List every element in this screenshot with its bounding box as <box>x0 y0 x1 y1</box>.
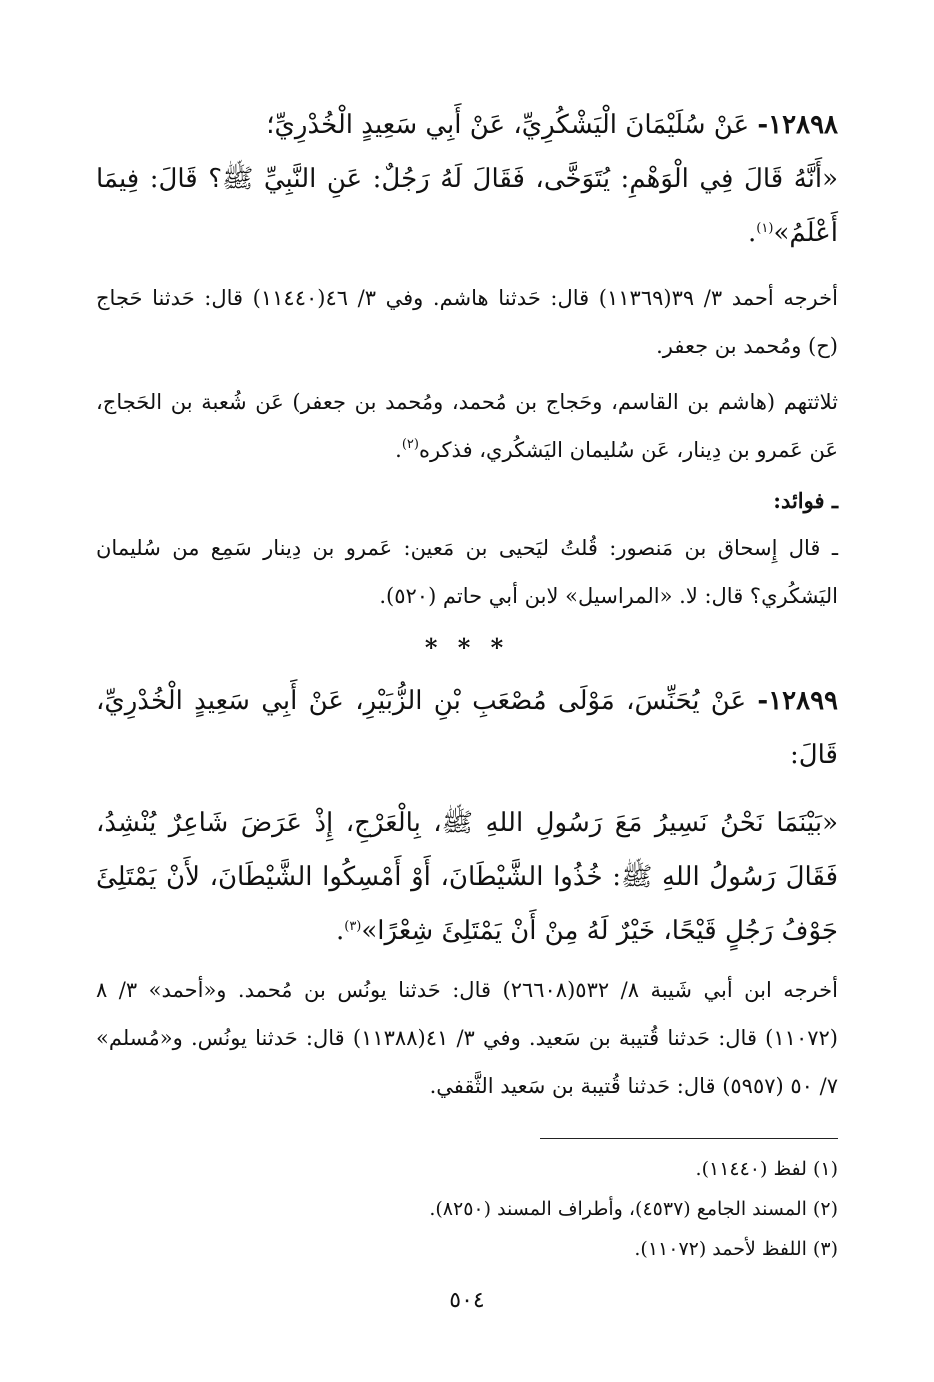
hadith-1-takhrij-2 <box>96 378 838 474</box>
footnote-2: (٢) المسند الجامع (٤٥٣٧)، وأطراف المسند (٨٢٥٠). <box>429 1198 838 1220</box>
hadith-2-text-end: . <box>335 916 345 946</box>
hadith-2-chain: عَنْ يُحَنِّسَ، مَوْلَى مُصْعَبِ بْنِ الزُّبَيْرِ، عَنْ أَبِي سَعِيدٍ الْخُدْرِيِّ، قَالَ: <box>96 686 838 770</box>
footnote-1: (١) لفظ (١١٤٤٠). <box>695 1158 838 1180</box>
hadith-1-chain: عَنْ سُلَيْمَانَ الْيَشْكُرِيِّ، عَنْ أَبِي سَعِيدٍ الْخُدْرِيِّ؛ <box>266 110 750 140</box>
hadith-2-number: ١٢٨٩٩- <box>757 686 839 716</box>
hadith-2-text <box>96 796 838 958</box>
footnote-ref-3[interactable]: (٣) <box>344 919 362 934</box>
hadith-1-text <box>96 152 838 260</box>
footnote-3: (٣) اللفظ لأحمد (١١٠٧٢). <box>634 1238 838 1260</box>
hadith-2-heading <box>96 674 838 782</box>
footnotes <box>96 1149 838 1269</box>
footnote-ref-2[interactable]: (٢) <box>401 437 419 452</box>
hadith-1-number: ١٢٨٩٨- <box>757 110 838 140</box>
benefits-title: ـ فوائد: <box>773 488 838 513</box>
hadith-1-takhrij-1: أخرجه أحمد ٣/ ٣٩(١١٣٦٩) قال: حَدثنا هاشم. وفي ٣/ ٤٦(١١٤٤٠) قال: حَدثنا حَجاج (ح) ومُحمد بن جعفر. <box>96 286 838 358</box>
hadith-2-matn: «بَيْنَمَا نَحْنُ نَسِيرُ مَعَ رَسُولِ اللهِ ﷺ، بِالْعَرْجِ، إِذْ عَرَضَ شَاعِرٌ يُنْشِدُ، فَقَالَ رَسُولُ اللهِ ﷺ: خُذُوا الشَّيْطَانَ، أَوْ أَمْسِكُوا الشَّيْطَانَ، لأَنْ يَمْتَلِئَ جَوْفُ رَجُلٍ قَيْحًا، خَيْرٌ لَهُ مِنْ أَنْ يَمْتَلِئَ شِعْرًا» <box>96 808 838 946</box>
hadith-1-takhrij-2-end: . <box>395 438 402 462</box>
hadith-1-text-end: . <box>748 218 757 248</box>
benefit-text: ـ قال إِسحاق بن مَنصور: قُلتُ ليَحيى بن مَعين: عَمرو بن دِينار سَمِع من سُليمان اليَشكُري؟ قال: لا. «المراسيل» لابن أبي حاتم (٥٢٠). <box>96 536 838 608</box>
hadith-2-takhrij: أخرجه ابن أبي شَيبة ٨/ ٥٣٢(٢٦٦٠٨) قال: حَدثنا يونُس بن مُحمد. و«أحمد» ٣/ ٨ (١١٠٧٢) قال: حَدثنا قُتيبة بن سَعيد. وفي ٣/ ٤١(١١٣٨٨) قال: حَدثنا يونُس. و«مُسلم» ٧/ ٥٠ (٥٩٥٧) قال: حَدثنا قُتيبة بن سَعيد الثَّقفي. <box>96 978 838 1098</box>
footnote-ref-1[interactable]: (١) <box>756 221 774 236</box>
hadith-1-heading <box>96 98 838 152</box>
section-separator: * * * <box>424 633 510 662</box>
page-number: ٥٠٤ <box>449 1288 485 1313</box>
footnote-divider <box>540 1138 838 1139</box>
hadith-1-takhrij-2-text: ثلاثتهم (هاشم بن القاسم، وحَجاج بن مُحمد، ومُحمد بن جعفر) عَن شُعبة بن الحَجاج، عَن عَمرو بن دِينار، عَن سُليمان اليَشكُري، فذكره <box>96 390 838 462</box>
hadith-1-matn: «أَنَّهُ قَالَ فِي الْوَهْمِ: يُتَوَخَّى، فَقَالَ لَهُ رَجُلٌ: عَنِ النَّبِيِّ ﷺ؟ قَالَ: فِيمَا أَعْلَمُ» <box>96 164 838 248</box>
